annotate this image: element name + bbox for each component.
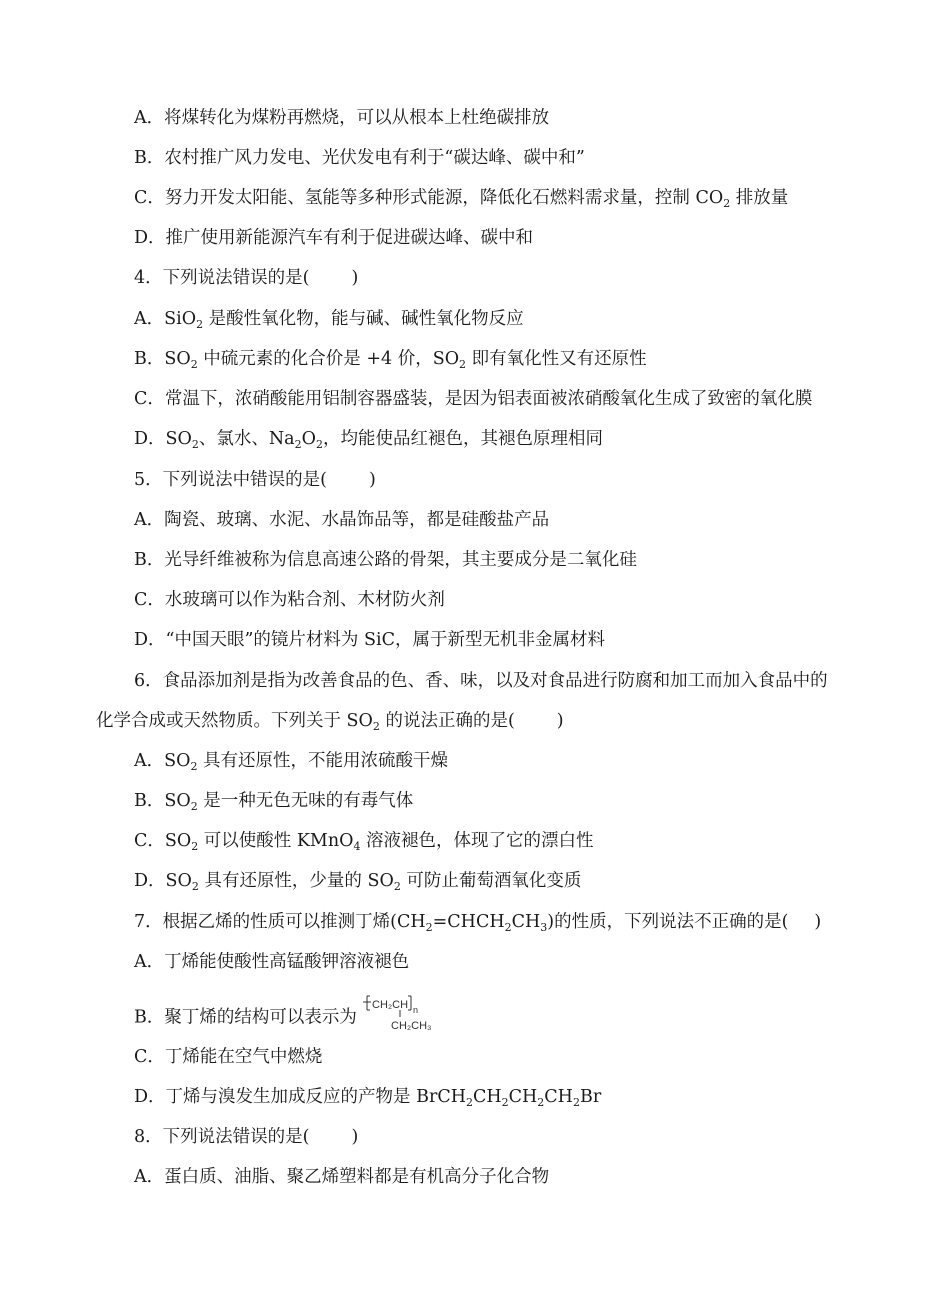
q7-option-d — [134, 1085, 601, 1109]
option-label: A． — [134, 1167, 165, 1187]
q4-option-b — [134, 347, 647, 371]
option-text: 丁烯能在空气中燃烧 — [164, 1047, 323, 1067]
option-text: ，均能使品红褪色，其褪色原理相同 — [322, 429, 603, 449]
q6-option-c — [134, 829, 594, 853]
subscript: 3 — [540, 921, 548, 934]
q7-stem — [134, 910, 821, 934]
option-text: 排放量 — [730, 188, 789, 208]
question-text: 的说法正确的是( — [379, 711, 515, 731]
question-text: 5．下列说法中错误的是( — [134, 470, 327, 490]
q6-option-a — [134, 749, 448, 773]
subscript: 2 — [191, 880, 199, 893]
option-label: D． — [134, 228, 166, 248]
option-label: B． — [134, 791, 165, 811]
subscript: 2 — [190, 358, 198, 371]
q4-option-c — [134, 387, 812, 411]
option-text: 常温下，浓硝酸能用铝制容器盛装，是因为铝表面被浓硝酸氧化生成了致密的氧化膜 — [164, 389, 813, 409]
option-text: 是一种无色无味的有毒气体 — [197, 791, 414, 811]
q7-option-b — [134, 997, 457, 1039]
paren-close: ) — [351, 268, 359, 288]
q5-stem — [134, 468, 376, 492]
option-text: 努力开发太阳能、氢能等多种形式能源，降低化石燃料需求量，控制 CO — [164, 188, 724, 208]
option-label: C． — [134, 188, 165, 208]
option-text: 具有还原性，少量的 SO — [198, 871, 394, 891]
option-label: B． — [134, 550, 165, 570]
question-text: 化学合成或天然物质。下列关于 SO — [96, 711, 373, 731]
q4-option-a — [134, 307, 524, 331]
option-label: A． — [134, 510, 165, 530]
paren-close: ) — [351, 1127, 359, 1147]
q5-option-c — [134, 588, 445, 612]
paren-close: ) — [814, 912, 822, 932]
polymer-branch: CH₂CH₃ — [390, 1020, 432, 1032]
option-text: Br — [579, 1087, 602, 1107]
option-text: SO — [164, 751, 191, 771]
subscript: 2 — [723, 197, 731, 210]
q6-stem-line1 — [134, 669, 828, 693]
option-text: CH — [544, 1087, 573, 1107]
option-text: 光导纤维被称为信息高速公路的骨架，其主要成分是二氧化硅 — [164, 550, 637, 570]
polymer-repeat-n: n — [412, 1005, 418, 1015]
option-text: 丁烯能使酸性高锰酸钾溶液褪色 — [164, 952, 410, 972]
q3-option-c — [134, 186, 788, 210]
option-text: “中国天眼”的镜片材料为 SiC，属于新型无机非金属材料 — [165, 630, 605, 650]
q5-option-b — [134, 548, 637, 572]
option-label: D． — [134, 871, 166, 891]
subscript: 2 — [191, 840, 199, 853]
polybutene-structure — [361, 993, 457, 1035]
polymer-main-chain: CH₂CH — [371, 999, 408, 1011]
option-label: D． — [134, 1087, 166, 1107]
question-text: =CHCH — [432, 912, 505, 932]
subscript: 4 — [353, 840, 361, 853]
option-text: 是酸性氧化物，能与碱、碱性氧化物反应 — [203, 309, 524, 329]
option-text: 具有还原性，不能用浓硫酸干燥 — [197, 751, 449, 771]
option-label: A． — [134, 309, 165, 329]
question-text: 8．下列说法错误的是( — [134, 1127, 310, 1147]
option-text: 丁烯与溴发生加成反应的产物是 BrCH — [165, 1087, 466, 1107]
option-text: 聚丁烯的结构可以表示为 — [164, 1007, 357, 1028]
subscript: 2 — [501, 1096, 509, 1109]
option-text: SO — [164, 349, 191, 369]
paren-close: ) — [368, 470, 376, 490]
option-label: C． — [134, 389, 165, 409]
option-text: 蛋白质、油脂、聚乙烯塑料都是有机高分子化合物 — [164, 1167, 550, 1187]
q4-option-d — [134, 427, 603, 451]
subscript: 2 — [537, 1096, 545, 1109]
subscript: 2 — [315, 438, 323, 451]
paren-close: ) — [556, 711, 564, 731]
option-text: 农村推广风力发电、光伏发电有利于“碳达峰、碳中和” — [164, 148, 585, 168]
option-label: A． — [134, 108, 165, 128]
question-text: 4．下列说法错误的是( — [134, 268, 310, 288]
option-label: A． — [134, 952, 165, 972]
q5-option-a — [134, 508, 549, 532]
option-text: O — [301, 429, 316, 449]
option-text: SO — [165, 871, 192, 891]
option-label: B． — [134, 148, 165, 168]
q7-option-c — [134, 1045, 322, 1069]
q8-option-a — [134, 1165, 549, 1189]
option-text: CH — [508, 1087, 538, 1107]
option-label: C． — [134, 1047, 165, 1067]
subscript: 2 — [372, 720, 380, 733]
option-text: 溶液褪色，体现了它的漂白性 — [360, 831, 594, 851]
subscript: 2 — [190, 800, 198, 813]
option-label: B． — [134, 1007, 165, 1028]
subscript: 2 — [294, 438, 302, 451]
option-text: 即有氧化性又有还原性 — [466, 349, 647, 369]
option-text: SO — [164, 791, 191, 811]
option-label: C． — [134, 831, 165, 851]
option-text: CH — [472, 1087, 502, 1107]
option-text: 陶瓷、玻璃、水泥、水晶饰品等，都是硅酸盐产品 — [164, 510, 550, 530]
question-text: 7．根据乙烯的性质可以推测丁烯(CH — [134, 912, 426, 932]
subscript: 2 — [572, 1096, 580, 1109]
option-text: 可防止葡萄酒氧化变质 — [400, 871, 582, 891]
subscript: 2 — [393, 880, 401, 893]
q5-option-d — [134, 628, 605, 652]
subscript: 2 — [191, 438, 199, 451]
option-text: 中硫元素的化合价是 +4 价，SO — [197, 349, 460, 369]
subscript: 2 — [465, 1096, 473, 1109]
option-text: 可以使酸性 KMnO — [198, 831, 354, 851]
option-text: 水玻璃可以作为粘合剂、木材防火剂 — [164, 590, 445, 610]
q3-option-b — [134, 146, 585, 170]
option-text: 、氯水、Na — [198, 429, 295, 449]
q3-option-d — [134, 226, 533, 250]
option-label: D． — [134, 630, 166, 650]
option-text: SO — [164, 831, 192, 851]
q4-stem — [134, 266, 358, 290]
subscript: 2 — [196, 318, 204, 331]
option-label: B． — [134, 349, 165, 369]
subscript: 2 — [459, 358, 467, 371]
question-text: CH — [511, 912, 541, 932]
question-text: 6．食品添加剂是指为改善食品的色、香、味，以及对食品进行防腐和加工而加入食品中的 — [134, 671, 828, 691]
q8-stem — [134, 1125, 358, 1149]
subscript: 2 — [190, 760, 198, 773]
option-label: C． — [134, 590, 165, 610]
q6-option-d — [134, 869, 581, 893]
option-text: 将煤转化为煤粉再燃烧，可以从根本上杜绝碳排放 — [164, 108, 550, 128]
option-label: A． — [134, 751, 165, 771]
q3-option-a — [134, 106, 549, 130]
option-label: D． — [134, 429, 166, 449]
q6-option-b — [134, 789, 413, 813]
q6-stem-line2 — [96, 709, 564, 733]
option-text: SiO — [164, 309, 197, 329]
subscript: 2 — [425, 921, 433, 934]
subscript: 2 — [504, 921, 512, 934]
option-text: SO — [165, 429, 192, 449]
q7-option-a — [134, 950, 409, 974]
question-text: )的性质，下列说法不正确的是( — [547, 912, 789, 932]
option-text: 推广使用新能源汽车有利于促进碳达峰、碳中和 — [165, 228, 534, 248]
